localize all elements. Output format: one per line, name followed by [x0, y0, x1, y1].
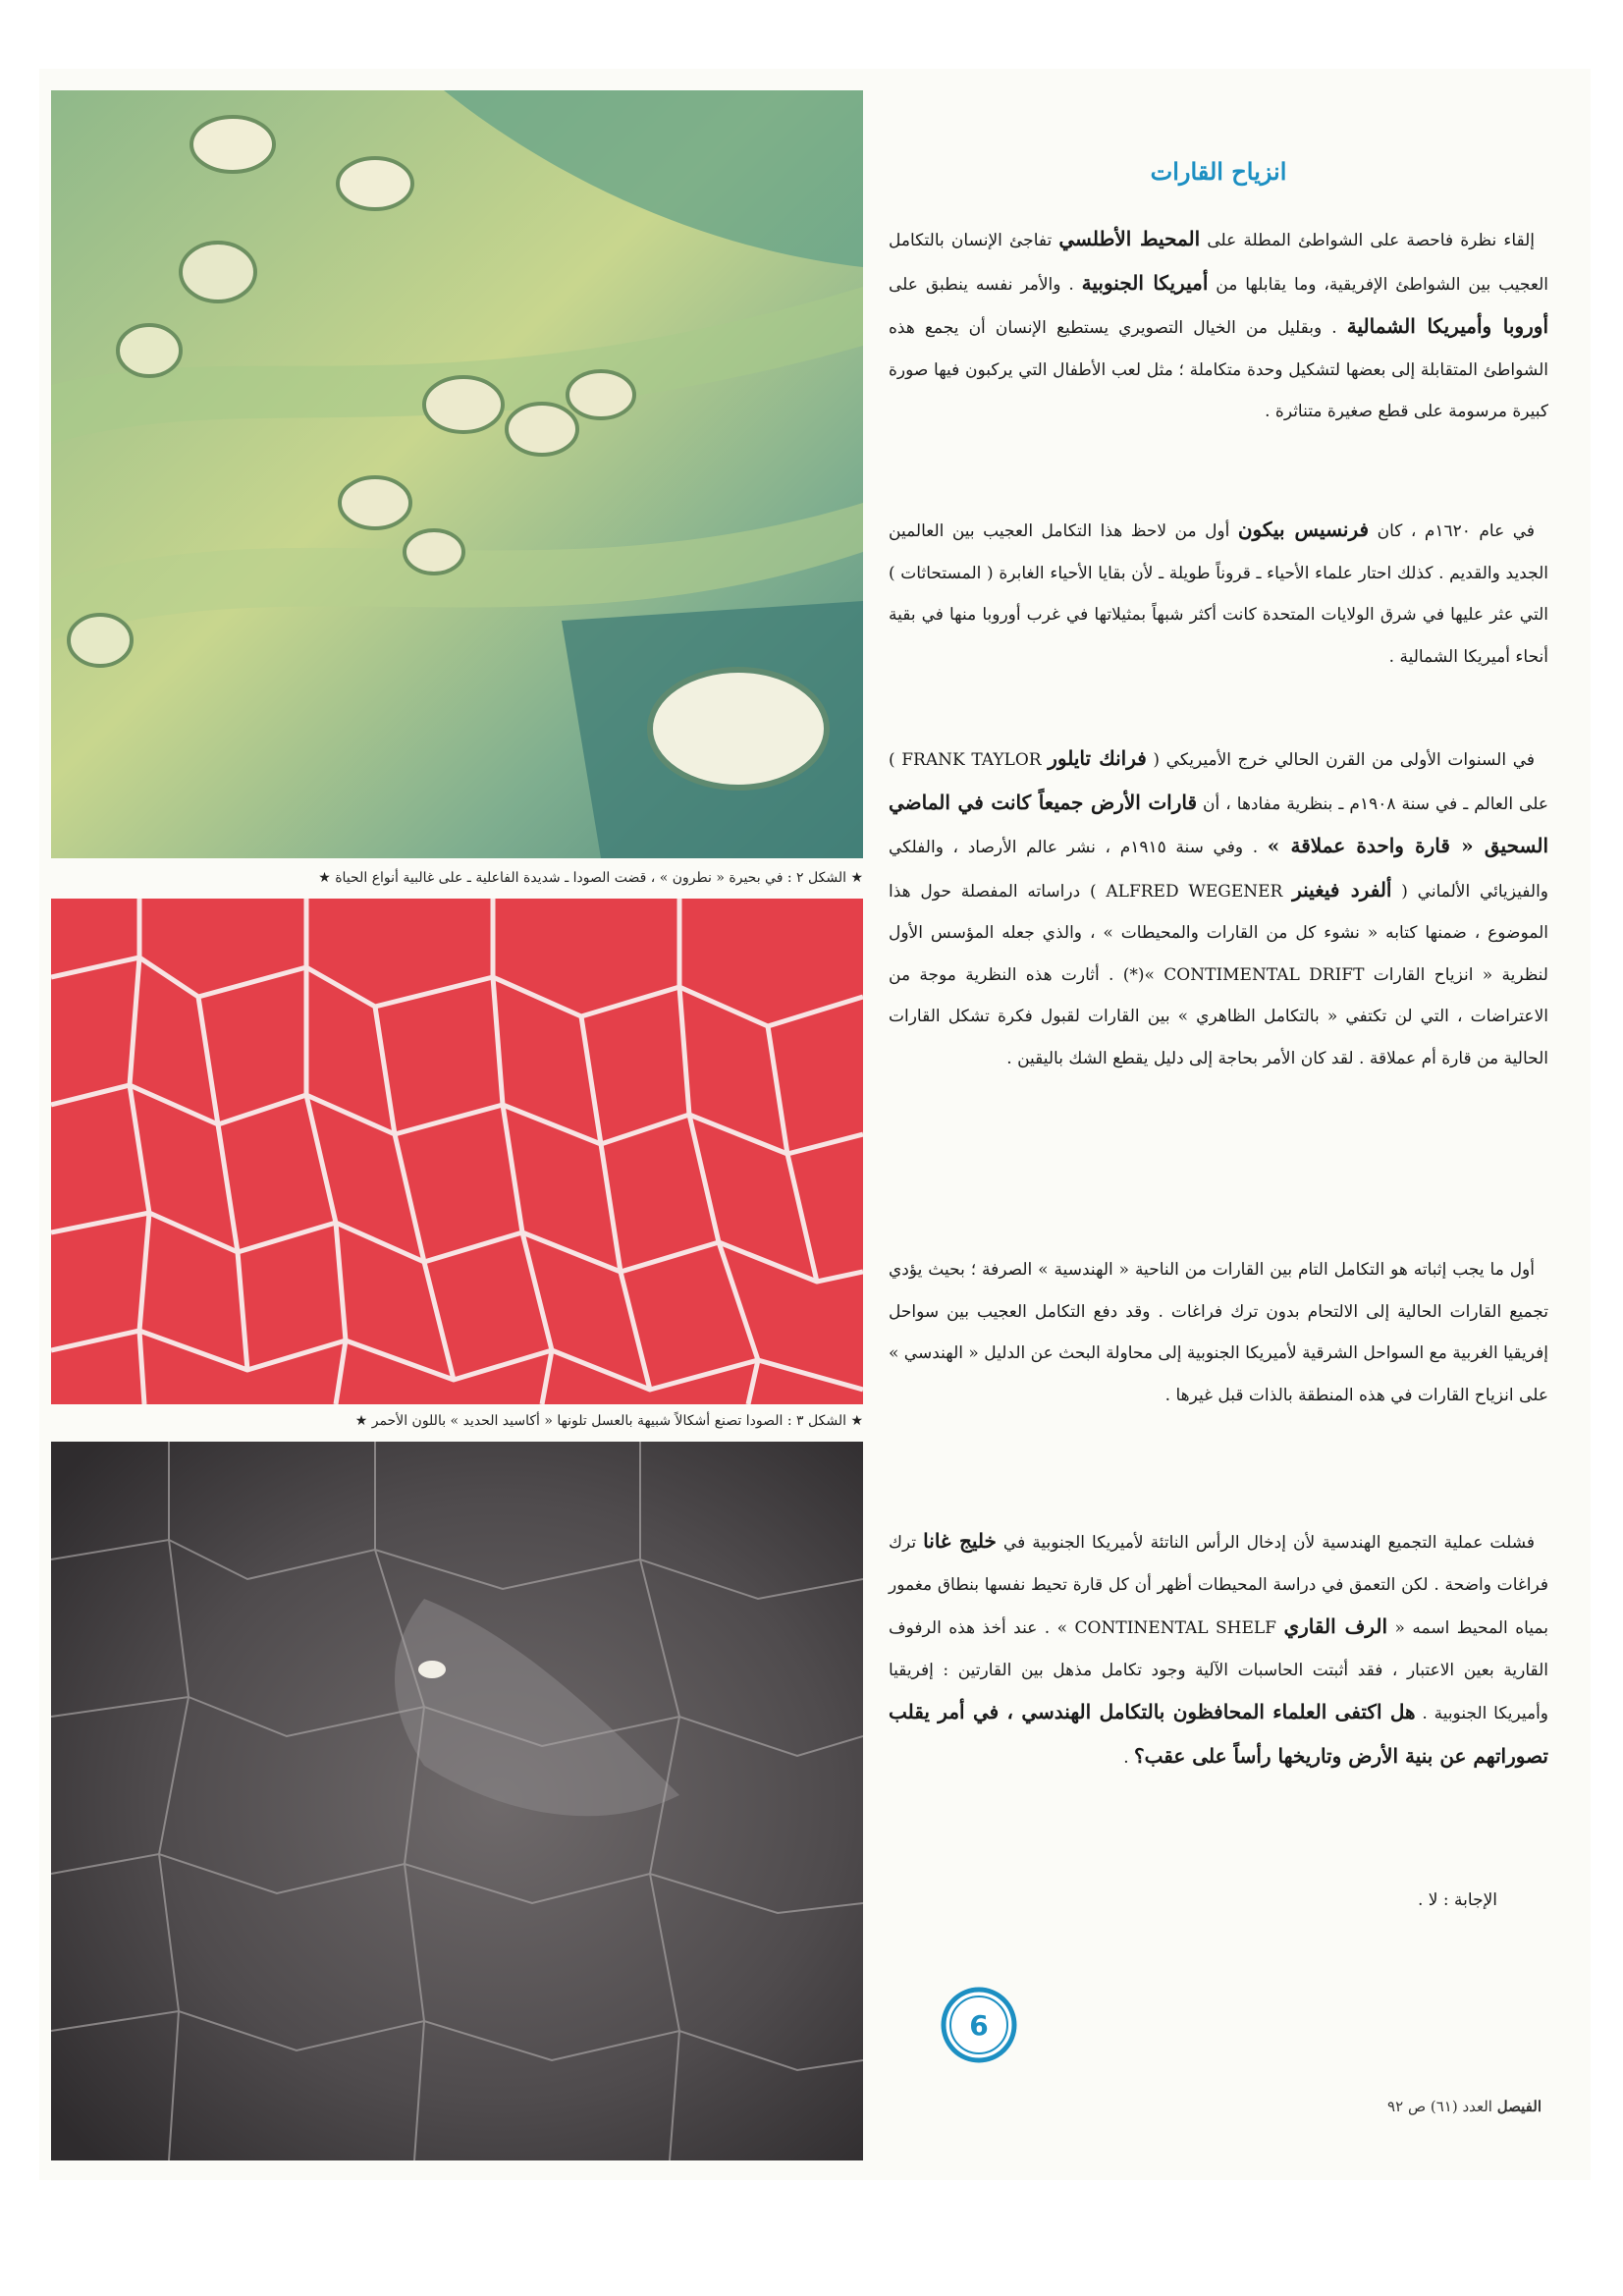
photo-green-lake — [51, 90, 863, 858]
paragraph-2: في عام ١٦٢٠م ، كان فرنسيس بيكون أول من لاحظ هذا التكامل العجيب بين العالمين الجديد والقديم . كذلك احتار علماء الأحياء ـ قروناً طويلة ـ لأن بقايا الأحياء الغابرة ( المستحاثات ) التي عثر عليها في شرق الولايات المتحدة كانت أكثر شبهاً بمثيلاتها في غرب أوروبا منها في بقية أنحاء أميريكا الشمالية . — [889, 518, 1548, 667]
article-title: انزياح القارات — [1150, 157, 1287, 186]
photo-red-soda — [51, 899, 863, 1404]
paragraph-3: في السنوات الأولى من القرن الحالي خرج الأميريكي ( فرانك تايلور FRANK TAYLOR ) على العالم ـ في سنة ١٩٠٨م ـ بنظرية مفادها ، أن قارات الأرض جميعاً كانت في الماضي السحيق « قارة واحدة عملاقة » . وفي سنة ١٩١٥م ، نشر عالم الأرصاد ، والفلكي والفيزيائي الألماني ( ألفرد فيغينر ALFRED WEGENER ) دراساته المفصلة حول هذا الموضوع ، ضمنها كتابه « نشوء كل من القارات والمحيطات » ، والذي جعله المؤسس الأول لنظرية « انزياح القارات CONTIMENTAL DRIFT »(*) . أثارت هذه النظرية موجة من الاعتراضات ، التي لن تكتفي « بالتكامل الظاهري » بين القارات لقبول فكرة تشكل القارات الحالية من قارة أم عملاقة . لقد كان الأمر بحاجة إلى دليل يقطع الشك باليقين . — [889, 746, 1549, 1068]
badge-symbol: 6 — [969, 2009, 989, 2042]
page-footer — [1188, 2098, 1542, 2123]
photo-dark-ground — [51, 1442, 863, 2160]
paragraph-1: إلقاء نظرة فاحصة على الشواطئ المطلة على المحيط الأطلسي تفاجئ الإنسان بالتكامل العجيب بين الشواطئ الإفريقية، وما يقابلها من أميريكا الجنوبية . والأمر نفسه ينطبق على أوروبا وأميريكا الشمالية . وبقليل من الخيال التصويري يستطيع الإنسان أن يجمع هذه الشواطئ المتقابلة إلى بعضها لتشكيل وحدة متكاملة ؛ مثل لعب الأطفال التي يركبون فيها صورة كبيرة مرسومة على قطع صغيرة متناثرة . — [889, 227, 1549, 421]
answer-line: الإجابة : لا . — [1418, 1890, 1497, 1910]
figure-2-caption: ★ الشكل ٢ : في بحيرة « نطرون » ، قضت الصودا ـ شديدة الفاعلية ـ على غالبية أنواع الحياة ★ — [318, 870, 863, 886]
page-badge-icon — [938, 1984, 1020, 2066]
paragraph-4: أول ما يجب إثباته هو التكامل التام بين القارات من الناحية « الهندسية » الصرفة ؛ بحيث يؤدي تجميع القارات الحالية إلى الالتحام بدون ترك فراغات . وقد دفع التكامل العجيب بين سواحل إفريقيا الغربية مع السواحل الشرقية لأميريكا الجنوبية إلى محاولة البحث عن الدليل « الهندسي » على انزياح القارات في هذه المنطقة بالذات قبل غيرها . — [889, 1260, 1548, 1405]
figure-3-caption: ★ الشكل ٣ : الصودا تصنع أشكالاً شبيهة بالعسل تلونها « أكاسيد الحديد » باللون الأحمر ★ — [354, 1413, 863, 1429]
magazine-name: الفيصل — [1496, 2098, 1542, 2115]
issue-page-number: العدد (٦١) ص ٩٢ — [1387, 2098, 1492, 2115]
paragraph-5: فشلت عملية التجميع الهندسية لأن إدخال الرأس الناتئة لأميريكا الجنوبية في خليج غانا ترك فراغات واضحة . لكن التعمق في دراسة المحيطات أظهر أن كل قارة تحيط نفسها بنطاق مغمور بمياه المحيط اسمه « الرف القاري CONTINENTAL SHELF » . عند أخذ هذه الرفوف القارية بعين الاعتبار ، فقد أثبتت الحاسبات الآلية وجود تكامل مذهل بين القارتين : إفريقيا وأميريكا الجنوبية . هل اكتفى العلماء المحافظون بالتكامل الهندسي ، في أمر يقلب تصوراتهم عن بنية الأرض وتاريخها رأساً على عقب؟ . — [889, 1529, 1548, 1768]
